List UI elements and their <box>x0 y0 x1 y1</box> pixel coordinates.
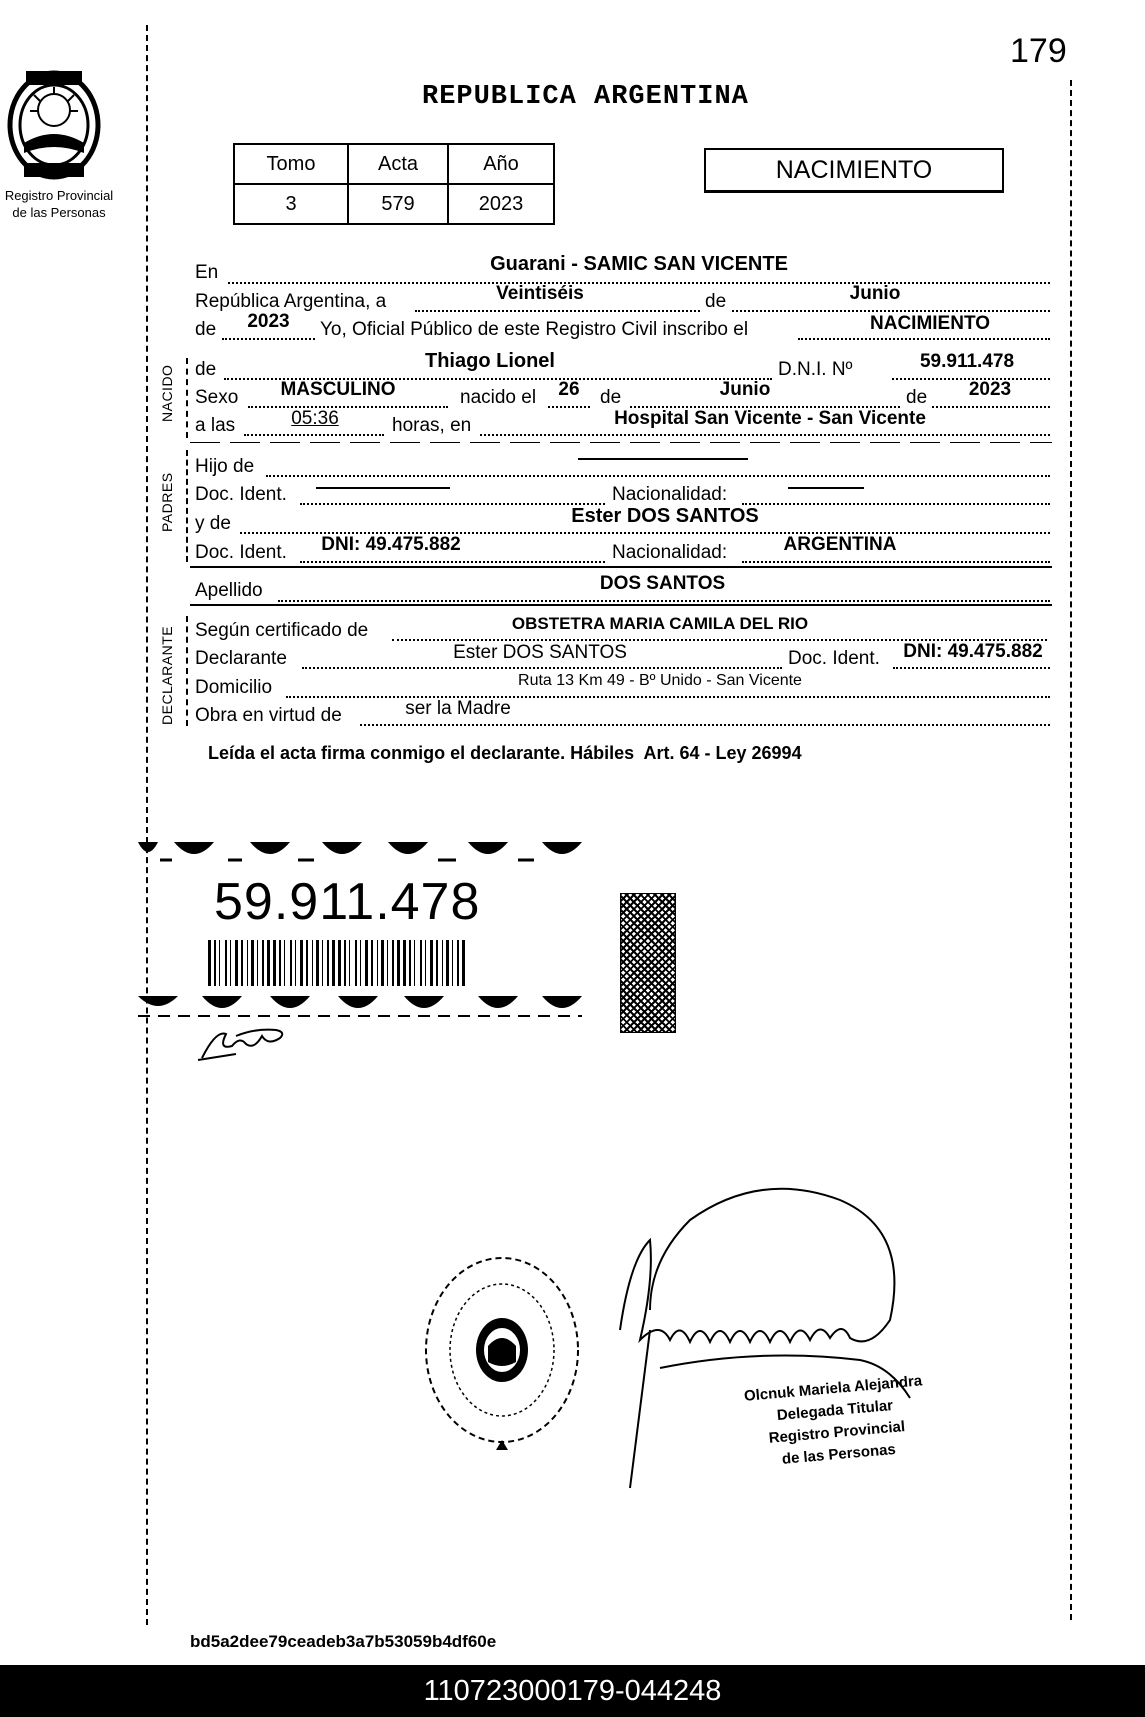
barcode-bar <box>284 940 285 986</box>
barcode-bar <box>312 940 313 986</box>
barcode-bar <box>295 940 296 986</box>
decl-name: Ester DOS SANTOS <box>453 642 627 663</box>
barcode-bar <box>442 940 443 986</box>
sticker-pattern-bottom <box>138 992 582 1018</box>
birth-time: 05:36 <box>291 408 339 429</box>
barcode-bar <box>316 940 319 986</box>
barcode-bar <box>365 940 368 986</box>
label-doc: Doc. Ident. <box>788 648 880 669</box>
barcode-bar <box>327 940 329 986</box>
table-cell: 3 <box>234 184 348 224</box>
right-margin-line <box>1070 80 1074 1620</box>
act-type: NACIMIENTO <box>775 156 933 184</box>
label-obra: Obra en virtud de <box>195 705 342 726</box>
sticker-number: 59.911.478 <box>214 873 481 931</box>
barcode-bar <box>377 940 378 986</box>
obra: ser la Madre <box>405 698 511 719</box>
barcode-bar <box>349 940 350 986</box>
table-cell: 2023 <box>448 184 554 224</box>
barcode-bar <box>208 940 211 986</box>
barcode-bar <box>225 940 227 986</box>
barcode-bar <box>300 940 303 986</box>
label-y-de: y de <box>195 513 231 534</box>
left-margin-line <box>146 25 150 1625</box>
section-declarante: DECLARANTE <box>159 625 175 725</box>
barcode-bar <box>414 940 415 986</box>
place-value: Guarani - SAMIC SAN VICENTE <box>490 253 788 275</box>
month: Junio <box>849 283 901 304</box>
barcode-bar <box>371 940 373 986</box>
mother-doc: DNI: 49.475.882 <box>321 534 461 555</box>
label-nac2: Nacionalidad: <box>612 542 728 563</box>
divider <box>190 566 1052 568</box>
label-a-las: a las <box>195 415 236 436</box>
cert-value: OBSTETRA MARIA CAMILA DEL RIO <box>511 614 809 633</box>
barcode-bar <box>338 940 341 986</box>
section-padres: PADRES <box>159 472 175 532</box>
birth-place: Hospital San Vicente - San Vicente <box>614 408 926 429</box>
decl-doc: DNI: 49.475.882 <box>903 641 1043 662</box>
security-hologram <box>620 893 676 1033</box>
label-de2: de <box>195 319 217 340</box>
barcode-bar <box>247 940 248 986</box>
signatory-org-1: Registro Provincial <box>768 1418 906 1447</box>
barcode <box>208 940 468 986</box>
barcode-bar <box>235 940 238 986</box>
label-apellido: Apellido <box>195 580 263 601</box>
section-nacido: NACIDO <box>159 364 175 422</box>
label-doc: Doc. Ident. <box>195 484 287 505</box>
signatory-org-2: de las Personas <box>781 1440 897 1468</box>
table-header: Año <box>448 144 554 184</box>
father-dots <box>266 465 1050 477</box>
domicilio: Ruta 13 Km 49 - Bº Unido - San Vicente <box>518 672 802 689</box>
label-dni: D.N.I. Nº <box>778 359 853 380</box>
barcode-bar <box>251 940 254 986</box>
barcode-bar <box>262 940 264 986</box>
barcode-bar <box>322 940 323 986</box>
barcode-bar <box>452 940 453 986</box>
register-table <box>233 143 555 225</box>
label-official: Yo, Oficial Público de este Registro Civil inscribo el <box>320 319 749 340</box>
label-en: En <box>195 262 219 283</box>
father-struck <box>578 458 748 460</box>
label-de3: de <box>906 387 928 408</box>
label-sexo: Sexo <box>195 387 239 408</box>
padres-bar <box>186 450 190 562</box>
apellido-value: DOS SANTOS <box>599 573 726 594</box>
label-dom: Domicilio <box>195 677 273 698</box>
divider <box>190 604 1052 606</box>
barcode-bar <box>344 940 346 986</box>
year: 2023 <box>247 311 290 332</box>
declarante-bar <box>186 616 190 726</box>
label-nacido-el: nacido el <box>460 387 537 408</box>
barcode-bar <box>436 940 438 986</box>
official-seal <box>418 1250 586 1460</box>
label-cert: Según certificado de <box>195 620 369 641</box>
act-type-box <box>704 148 1004 193</box>
day-text: Veintiséis <box>496 283 584 304</box>
barcode-bar <box>457 940 459 986</box>
father-nac-dots <box>742 493 1050 505</box>
org-line-2: de las Personas <box>12 205 106 220</box>
label-doc2: Doc. Ident. <box>195 542 287 563</box>
document-hash: bd5a2dee79ceadeb3a7b53059b4df60e <box>190 1632 497 1651</box>
birth-day: 26 <box>558 379 580 400</box>
barcode-bar <box>267 940 270 986</box>
table-cell: 579 <box>348 184 448 224</box>
dni-sticker <box>138 838 582 1018</box>
org-line-1: Registro Provincial <box>4 188 114 203</box>
birth-month: Junio <box>719 379 771 400</box>
barcode-bar <box>403 940 406 986</box>
barcode-bar <box>392 940 394 986</box>
barcode-bar <box>219 940 220 986</box>
closing-text: Leída el acta firma conmigo el declarante. Hábiles Art. 64 - Ley 26994 <box>208 743 802 763</box>
barcode-bar <box>462 940 465 986</box>
mother-name: Ester DOS SANTOS <box>571 505 759 527</box>
act-value: NACIMIENTO <box>870 313 990 334</box>
label-de2: de <box>600 387 622 408</box>
label-de: de <box>705 291 727 312</box>
label-hijo: Hijo de <box>195 456 255 477</box>
page-title: REPUBLICA ARGENTINA <box>422 82 749 112</box>
barcode-bar <box>230 940 231 986</box>
barcode-bar <box>257 940 258 986</box>
barcode-bar <box>446 940 449 986</box>
sexo: MASCULINO <box>280 379 396 400</box>
barcode-bar <box>241 940 243 986</box>
table-header: Acta <box>348 144 448 184</box>
barcode-bar <box>306 940 308 986</box>
province-logo <box>4 65 104 183</box>
barcode-bar <box>381 940 384 986</box>
declarant-signature <box>196 1020 292 1064</box>
barcode-bar <box>279 940 281 986</box>
signatory-role: Delegada Titular <box>776 1397 894 1425</box>
barcode-bar <box>420 940 422 986</box>
label-decl: Declarante <box>195 648 287 669</box>
barcode-bar <box>397 940 400 986</box>
barcode-bar <box>355 940 357 986</box>
signatory-name: Olcnuk Mariela Alejandra <box>743 1372 923 1405</box>
table-header: Tomo <box>234 144 348 184</box>
barcode-bar <box>409 940 411 986</box>
birth-year: 2023 <box>968 379 1012 400</box>
father-doc-dots <box>300 493 605 505</box>
divider <box>190 442 1052 443</box>
barcode-bar <box>273 940 276 986</box>
page-number: 179 <box>1010 32 1067 70</box>
nacido-bar <box>186 358 190 438</box>
barcode-bar <box>214 940 216 986</box>
child-name: Thiago Lionel <box>425 350 555 372</box>
barcode-bar <box>430 940 433 986</box>
barcode-bar <box>425 940 426 986</box>
label-nac: Nacionalidad: <box>612 484 728 505</box>
sticker-pattern-top <box>138 838 582 864</box>
mother-nac: ARGENTINA <box>783 534 897 555</box>
footer-code: 110723000179-044248 <box>423 1675 722 1707</box>
label-horas: horas, en <box>392 415 472 436</box>
barcode-bar <box>290 940 292 986</box>
father-doc-struck <box>316 487 450 489</box>
father-nac-struck <box>788 487 864 489</box>
child-dni: 59.911.478 <box>919 351 1015 372</box>
footer-bar <box>0 1665 1145 1717</box>
barcode-bar <box>360 940 361 986</box>
label-de: de <box>195 359 217 380</box>
label-country: República Argentina, a <box>195 291 387 312</box>
barcode-bar <box>387 940 388 986</box>
barcode-bar <box>332 940 335 986</box>
